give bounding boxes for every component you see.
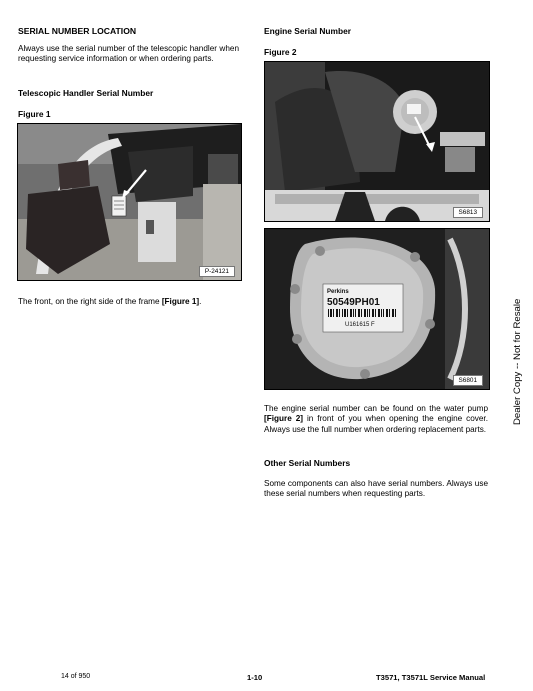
figure-1-photo (17, 123, 242, 281)
figure-2-reference: [Figure 2] (264, 414, 303, 424)
figure-1-label: Figure 1 (18, 109, 51, 119)
section-heading: SERIAL NUMBER LOCATION (18, 26, 137, 36)
figure-1-reference: [Figure 1] (161, 297, 200, 306)
plate-sub: U161615 F (345, 322, 375, 328)
figure-1-code: P-24121 (199, 266, 235, 277)
plate-brand: Perkins (327, 289, 349, 295)
figure-2-top-photo (264, 61, 490, 222)
figure-1-caption (18, 297, 239, 307)
intro-paragraph: Always use the serial number of the telescopic handler when requesting service information or when ordering parts. (18, 44, 239, 64)
caption-text: The front, on the right side of the frame (18, 297, 162, 306)
figure-2-label: Figure 2 (264, 47, 297, 57)
caption-end: . (199, 297, 202, 306)
figure-2-bottom-photo (264, 228, 490, 390)
engine-paragraph-text: The engine serial number can be found on the water pump (264, 404, 488, 413)
page-number: 1-10 (247, 673, 263, 682)
engine-paragraph-end: in front of you when opening the engine cover. Always use the full number when ordering replacement parts. (264, 414, 488, 434)
manual-title: T3571, T3571L Service Manual (376, 673, 486, 682)
plate-number: 50549PH01 (327, 297, 380, 308)
dealer-copy-watermark: Dealer Copy -- Not for Resale (512, 298, 523, 425)
figure-2-bottom-code: S6801 (453, 375, 483, 386)
handler-serial-subheading: Telescopic Handler Serial Number (18, 88, 154, 98)
figure-2-top-code: S6813 (453, 207, 483, 218)
other-serial-heading: Other Serial Numbers (264, 458, 351, 468)
engine-serial-heading: Engine Serial Number (264, 26, 352, 36)
engine-serial-paragraph (264, 404, 488, 435)
other-serial-paragraph: Some components can also have serial numbers. Always use these serial numbers when requesting parts. (264, 479, 488, 499)
page-count: 14 of 950 (61, 673, 91, 680)
